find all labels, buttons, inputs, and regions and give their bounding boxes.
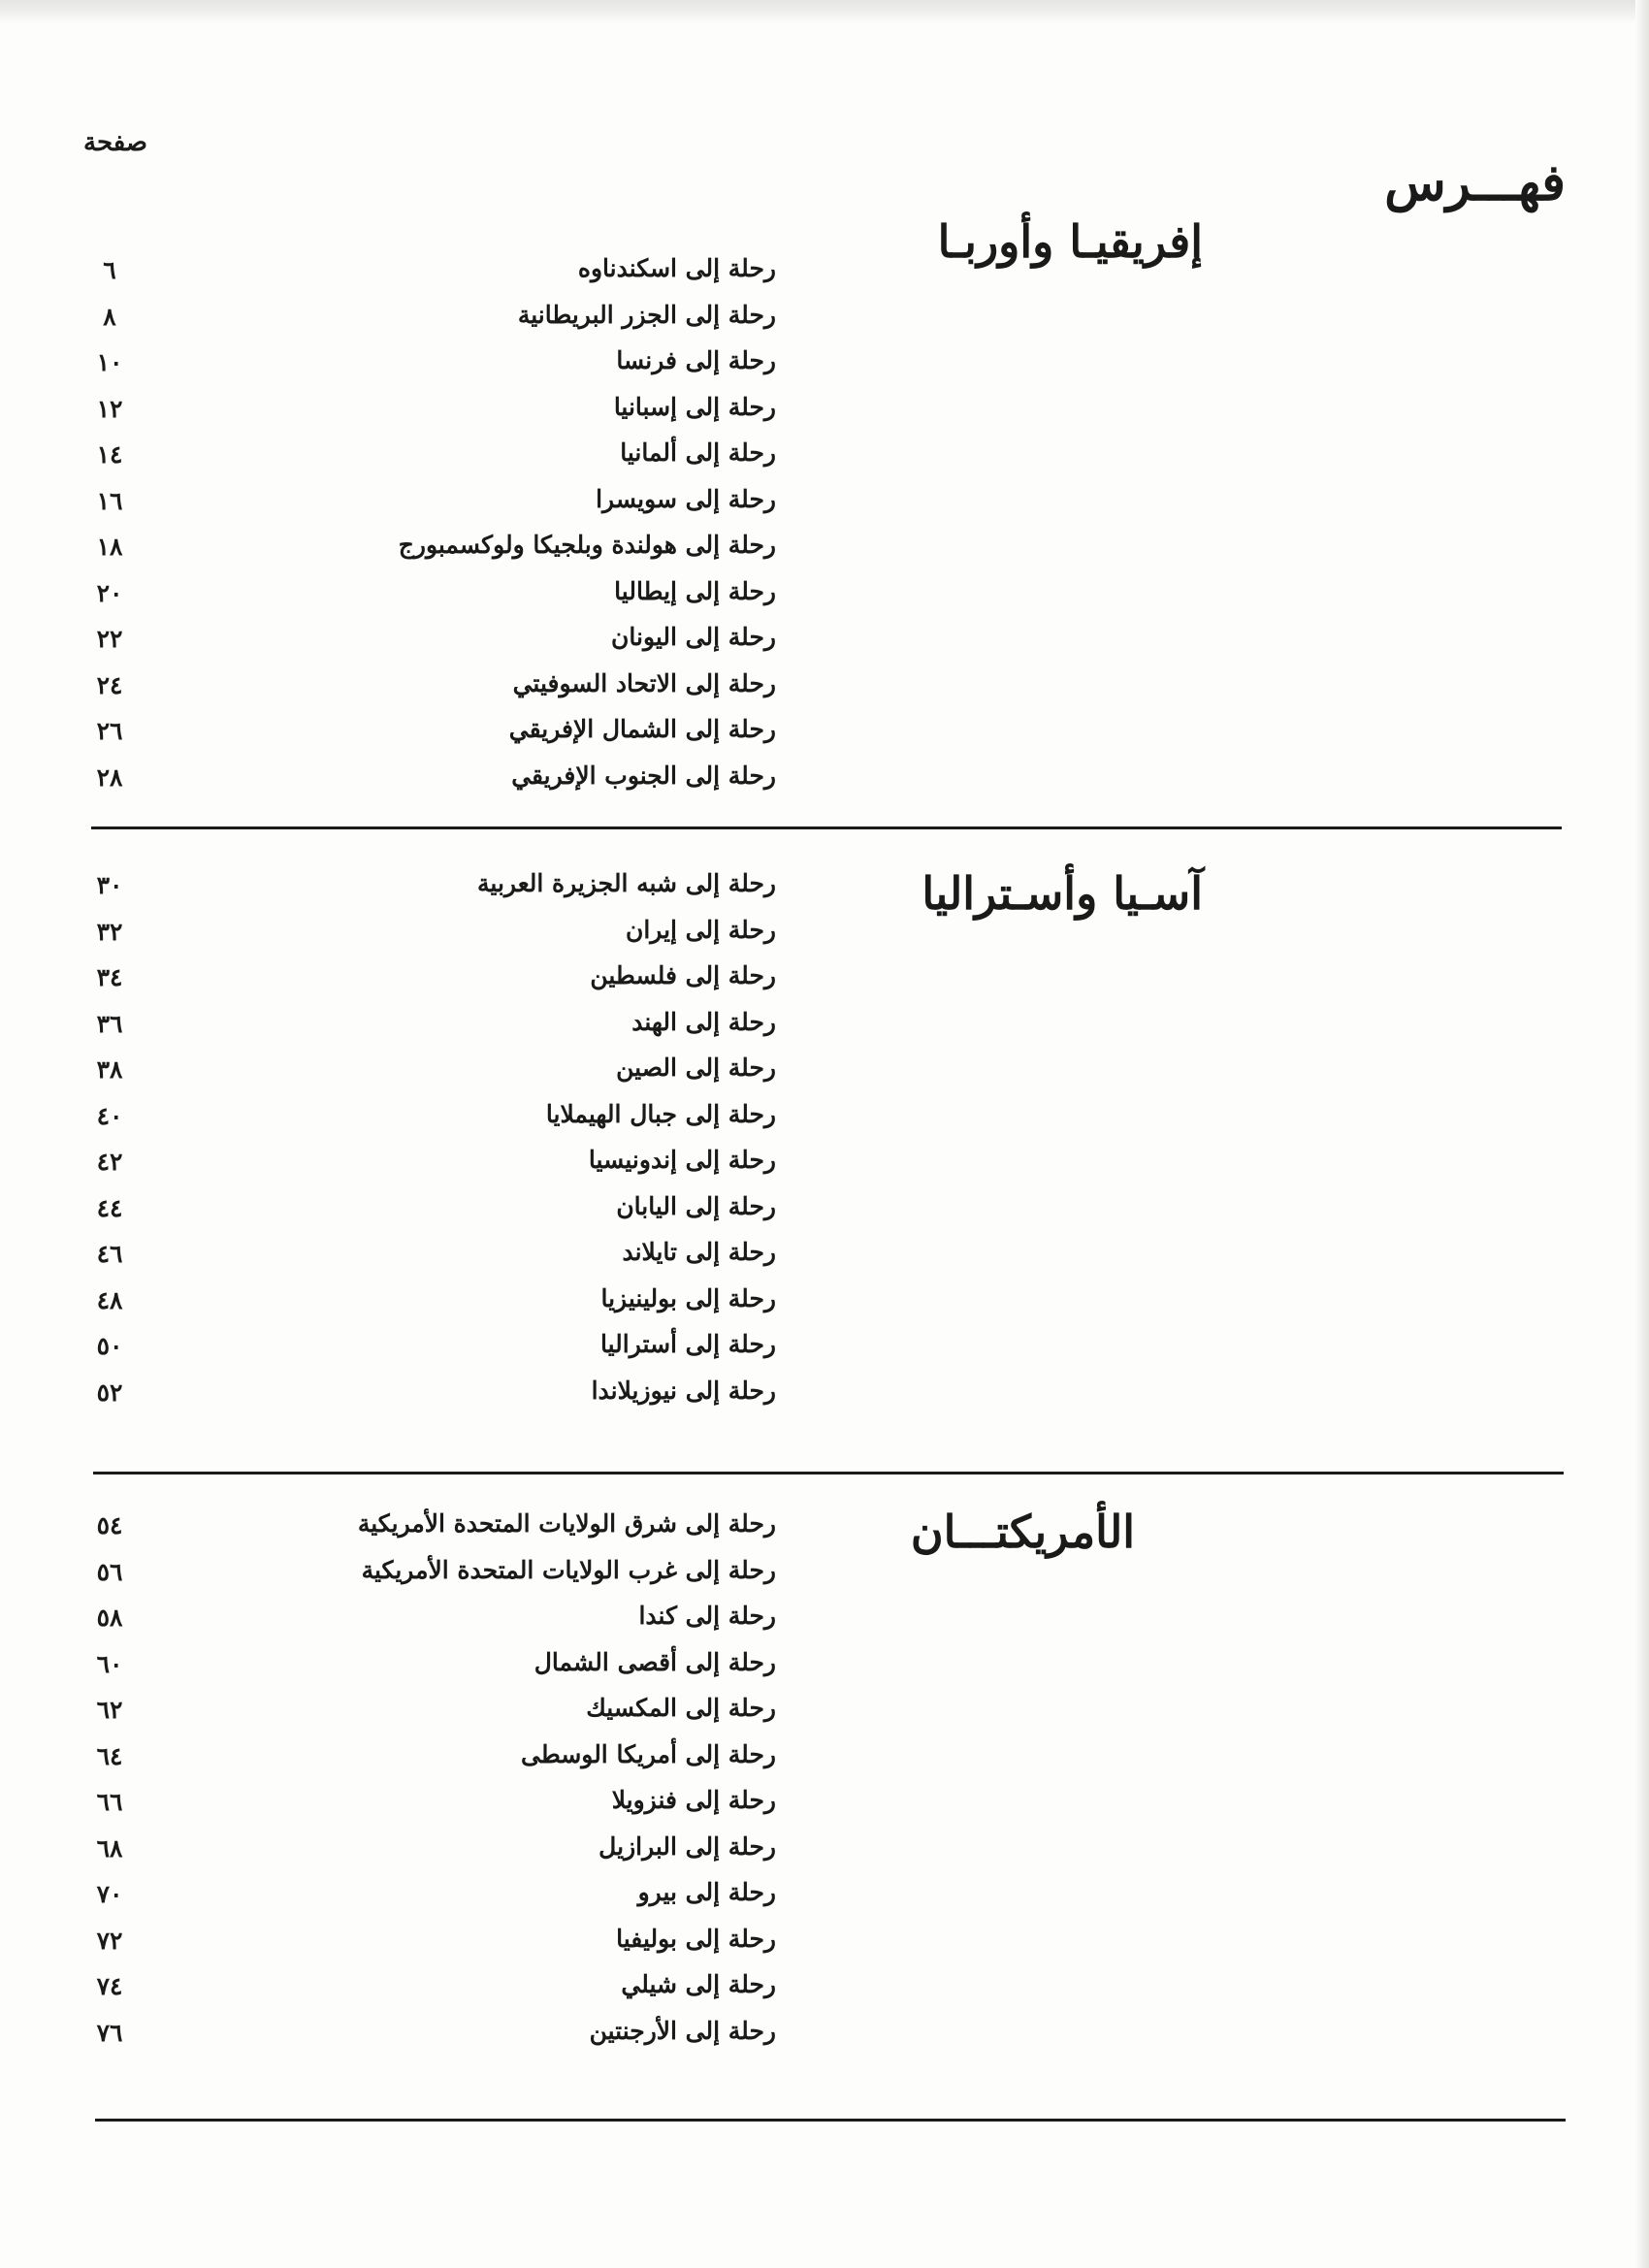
toc-entry[interactable] [0,1008,1649,1054]
toc-entry[interactable] [0,1832,1649,1879]
toc-entry[interactable] [0,869,1649,916]
section-divider [93,1472,1564,1474]
entry-title: رحلة إلى سويسرا [596,484,776,513]
entry-page-number: ٧٦ [96,2018,123,2047]
toc-entry[interactable] [0,1238,1649,1284]
entry-title: رحلة إلى الأرجنتين [589,2016,776,2045]
entry-page-number: ٨ [103,302,116,331]
toc-entry[interactable] [0,1377,1649,1423]
entry-page-number: ١٢ [96,394,123,423]
entry-page-number: ٥٨ [96,1604,123,1632]
entry-page-number: ٦٨ [96,1833,123,1863]
section-title: آسـيا وأسـتراليا [922,867,1203,920]
entry-page-number: ٦٠ [96,1649,123,1678]
toc-entry[interactable] [0,393,1649,439]
toc-entry[interactable] [0,346,1649,393]
entry-page-number: ٥٤ [96,1511,123,1539]
entry-page-number: ٦٤ [96,1741,123,1770]
entry-title: رحلة إلى اسكندناوه [577,254,776,282]
entry-title: رحلة إلى أستراليا [600,1330,776,1358]
toc-entry[interactable] [0,2017,1649,2063]
toc-entry[interactable] [0,1648,1649,1695]
entry-page-number: ٢٢ [96,625,123,653]
entry-page-number: ٤٨ [96,1285,123,1314]
entry-title: رحلة إلى إندونيسيا [588,1146,776,1174]
entry-title: رحلة إلى هولندة وبلجيكا ولوكسمبورج [398,531,776,559]
toc-entry[interactable] [0,1330,1649,1377]
entry-page-number: ٧٠ [96,1880,123,1908]
toc-entry[interactable] [0,1192,1649,1239]
toc-entry[interactable] [0,623,1649,669]
entry-title: رحلة إلى فنزويلا [611,1786,776,1814]
entry-title: رحلة إلى أمريكا الوسطى [520,1739,776,1768]
entry-title: رحلة إلى كندا [638,1602,776,1630]
entry-page-number: ٤٤ [96,1193,123,1222]
entry-page-number: ٣٨ [96,1055,123,1084]
entry-title: رحلة إلى اليونان [611,623,776,651]
toc-entry[interactable] [0,1602,1649,1648]
entry-title: رحلة إلى الصين [616,1053,776,1082]
entry-title: رحلة إلى فرنسا [616,346,776,374]
toc-entry[interactable] [0,1694,1649,1740]
entry-page-number: ٣٦ [96,1009,123,1038]
entry-page-number: ٢٨ [96,762,123,792]
page-column-label: صفحة [83,128,147,157]
toc-entry[interactable] [0,485,1649,532]
toc-entry[interactable] [0,254,1649,301]
entry-title: رحلة إلى شيلي [621,1970,776,1998]
toc-entry[interactable] [0,715,1649,761]
entry-title: رحلة إلى بوليفيا [616,1924,776,1953]
entry-page-number: ١٨ [96,533,123,561]
entry-title: رحلة إلى الهند [631,1007,776,1036]
toc-entry[interactable] [0,1786,1649,1832]
entry-page-number: ١٤ [96,440,123,469]
toc-entry[interactable] [0,1878,1649,1925]
toc-entry[interactable] [0,961,1649,1008]
entry-title: رحلة إلى إيران [625,915,776,944]
toc-entry[interactable] [0,301,1649,347]
entry-page-number: ٢٤ [96,670,123,699]
entry-title: رحلة إلى الجنوب الإفريقي [511,761,776,790]
entry-page-number: ٢٦ [96,717,123,745]
entry-title: رحلة إلى غرب الولايات المتحدة الأمريكية [361,1555,776,1584]
entry-title: رحلة إلى الجزر البريطانية [517,300,776,329]
entry-page-number: ٦٢ [96,1696,123,1724]
entry-page-number: ٦ [103,256,116,284]
entry-title: رحلة إلى إسبانيا [613,392,776,421]
section-title: الأمريكتـــان [910,1506,1135,1558]
entry-list [0,869,1649,1422]
entry-title: رحلة إلى اليابان [616,1191,776,1220]
toc-entry[interactable] [0,1556,1649,1603]
entry-title: رحلة إلى البرازيل [598,1831,776,1861]
entry-title: رحلة إلى جبال الهيملايا [545,1099,776,1128]
toc-entry[interactable] [0,1509,1649,1556]
entry-page-number: ٤٦ [96,1240,123,1268]
entry-page-number: ٣٤ [96,963,123,991]
entry-page-number: ٥٠ [96,1332,123,1360]
entry-title: رحلة إلى شرق الولايات المتحدة الأمريكية [357,1509,776,1538]
toc-entry[interactable] [0,1740,1649,1787]
entry-list [0,254,1649,807]
toc-entry[interactable] [0,1100,1649,1147]
toc-entry[interactable] [0,1053,1649,1100]
entry-title: رحلة إلى تايلاند [622,1238,776,1266]
entry-page-number: ٥٢ [96,1377,123,1407]
toc-entry[interactable] [0,1970,1649,2017]
toc-entry[interactable] [0,669,1649,716]
entry-page-number: ٢٠ [96,578,123,607]
entry-page-number: ٣٠ [96,871,123,899]
entry-title: رحلة إلى بولينيزيا [600,1283,776,1312]
entry-title: رحلة إلى الاتحاد السوفيتي [512,668,776,697]
entry-title: رحلة إلى فلسطين [590,961,776,989]
entry-title: رحلة إلى شبه الجزيرة العربية [477,869,776,897]
toc-entry[interactable] [0,438,1649,485]
toc-entry[interactable] [0,531,1649,577]
toc-entry[interactable] [0,916,1649,962]
toc-entry[interactable] [0,1925,1649,1971]
toc-entry[interactable] [0,761,1649,808]
entry-page-number: ١٠ [96,348,123,376]
scan-edge-top [0,0,1649,25]
entry-page-number: ٣٢ [96,917,123,946]
toc-entry[interactable] [0,1146,1649,1192]
index-title: فهـــرس [1384,153,1566,212]
entry-title: رحلة إلى أقصى الشمال [534,1647,776,1676]
entry-page-number: ٤٠ [96,1101,123,1130]
entry-list [0,1509,1649,2062]
entry-title: رحلة إلى بيرو [637,1878,776,1906]
entry-title: رحلة إلى نيوزيلاندا [591,1376,776,1405]
entry-title: رحلة إلى ألمانيا [620,438,776,467]
section-divider [91,826,1562,829]
toc-entry[interactable] [0,577,1649,624]
bottom-rule [95,2119,1566,2122]
entry-page-number: ١٦ [96,486,123,515]
toc-entry[interactable] [0,1284,1649,1331]
section-title: إفريقيـا وأوربـا [937,215,1203,268]
entry-title: رحلة إلى الشمال الإفريقي [508,715,776,743]
entry-page-number: ٥٦ [96,1557,123,1586]
entry-page-number: ٤٢ [96,1148,123,1176]
entry-page-number: ٧٤ [96,1972,123,2000]
entry-title: رحلة إلى المكسيك [586,1694,776,1722]
entry-page-number: ٦٦ [96,1788,123,1816]
entry-title: رحلة إلى إيطاليا [614,576,776,605]
entry-page-number: ٧٢ [96,1926,123,1955]
